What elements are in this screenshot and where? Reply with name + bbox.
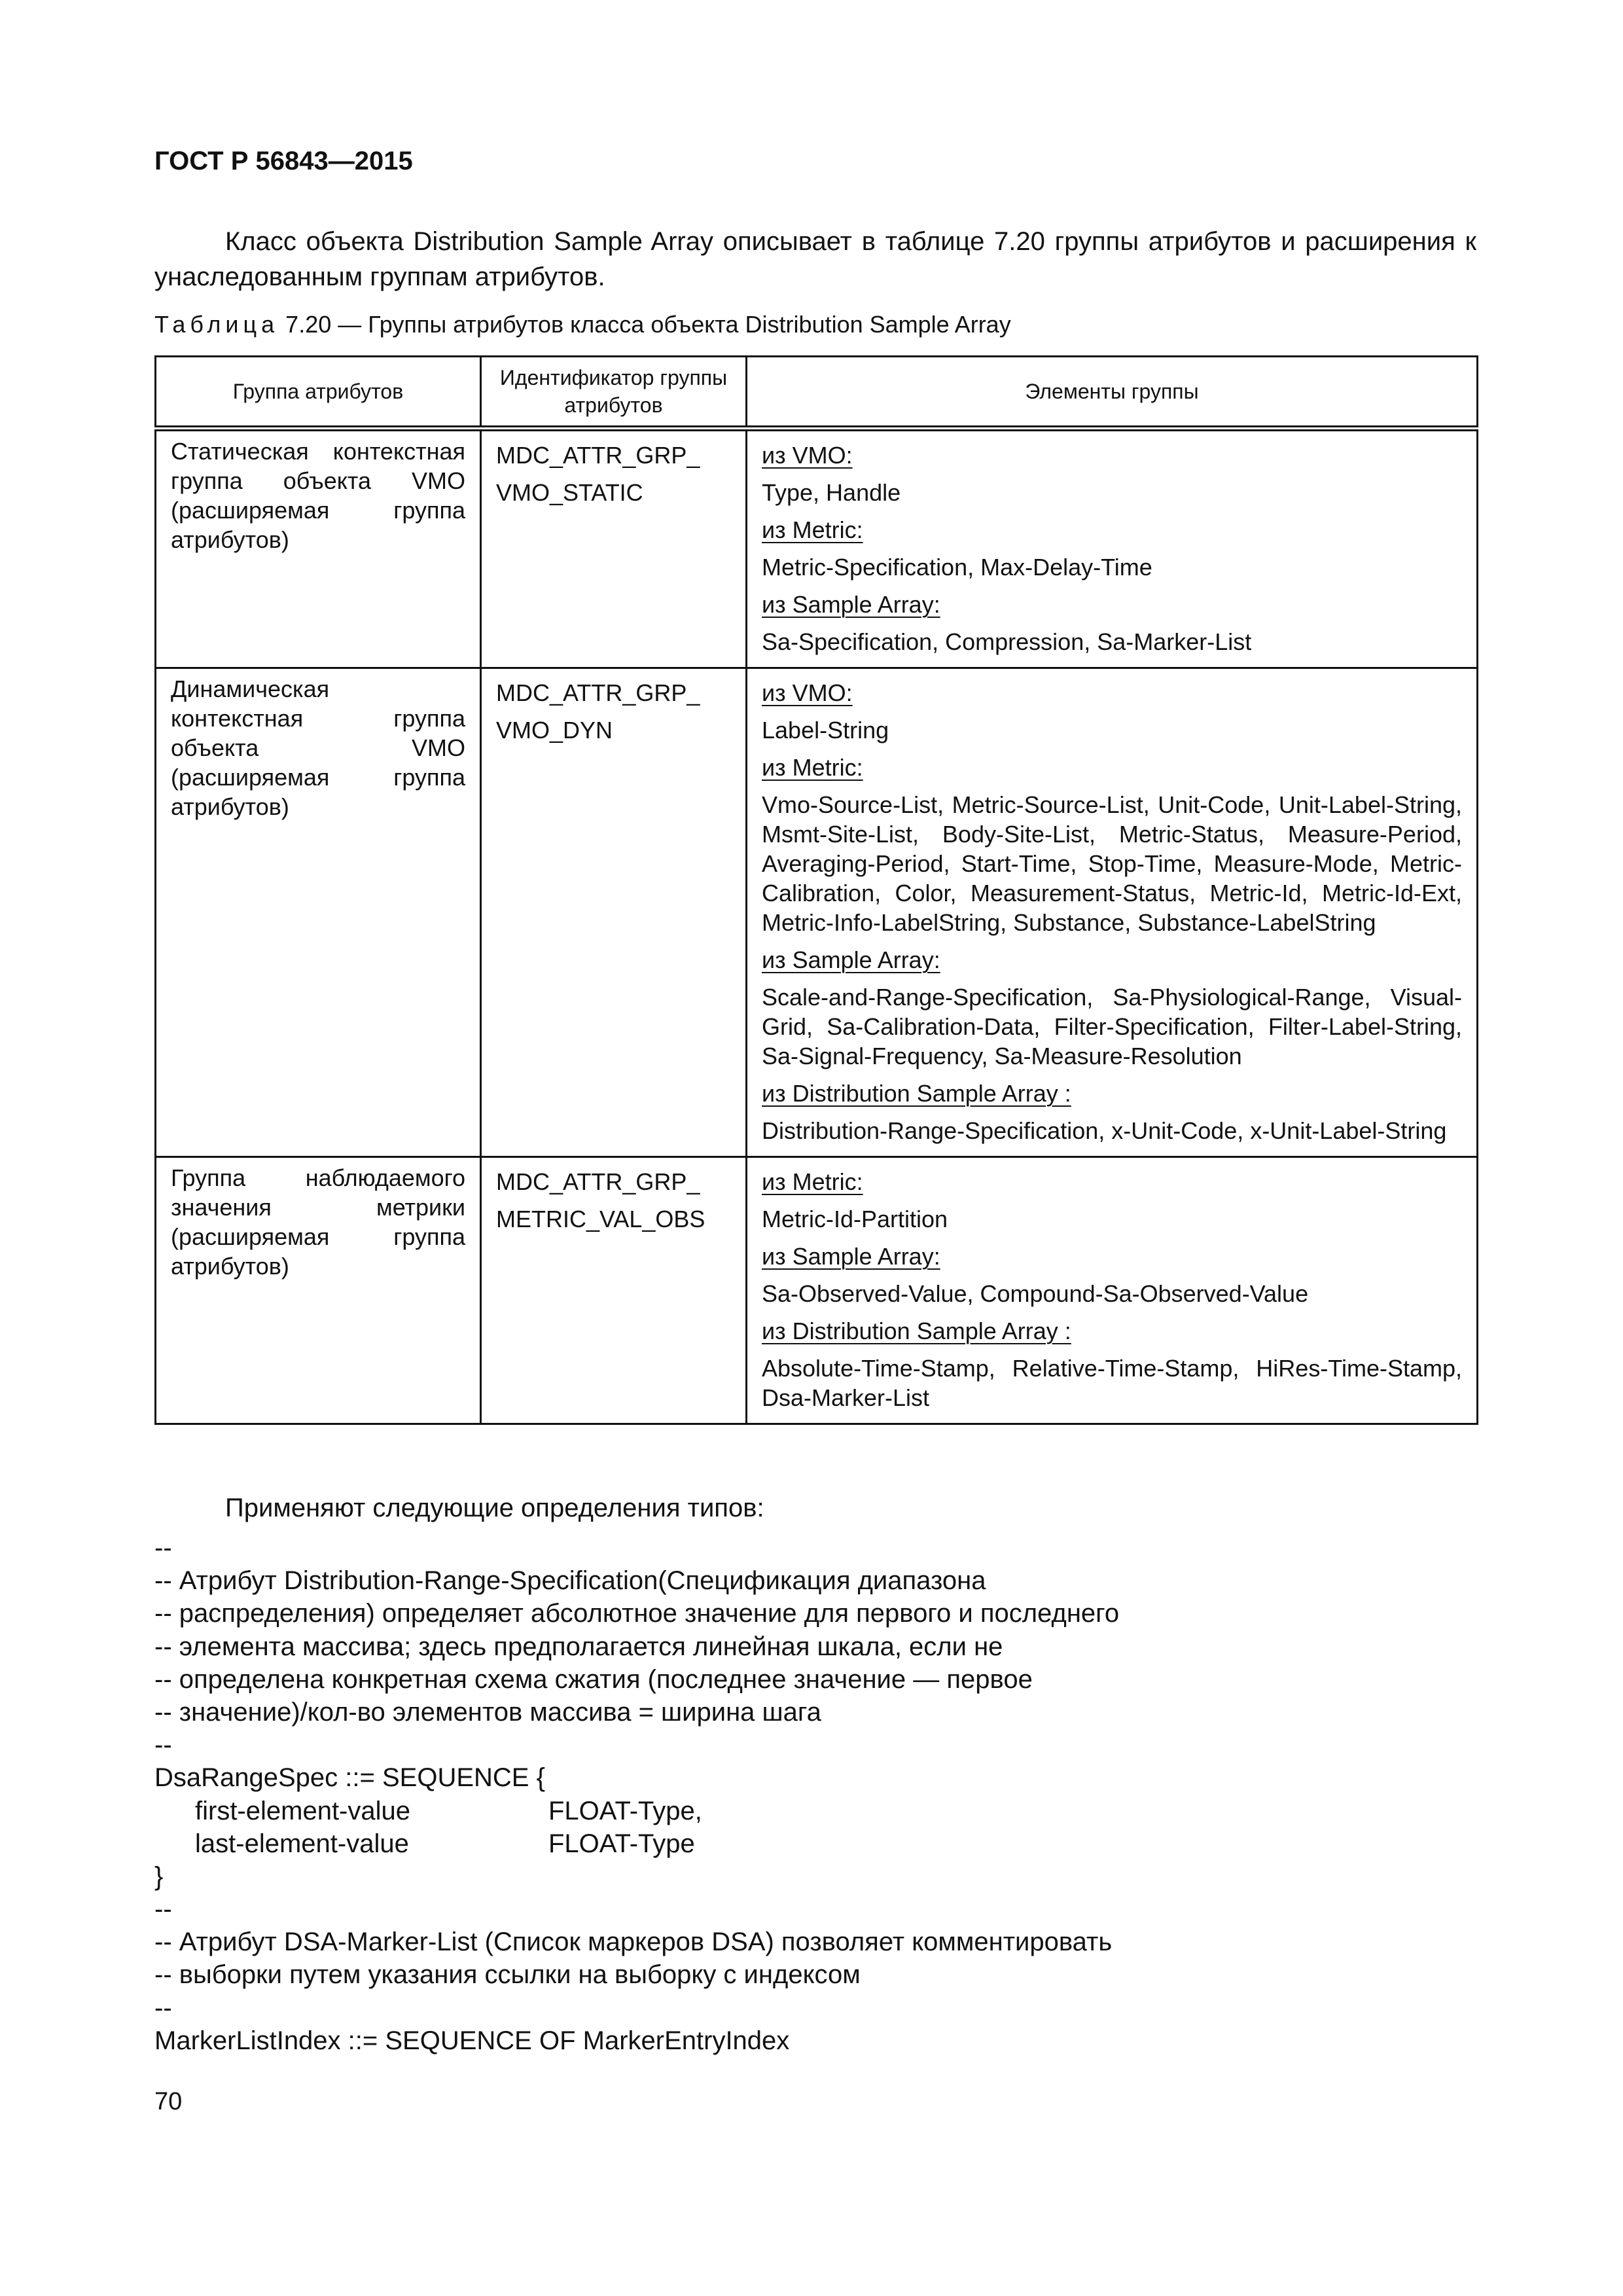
element-source: из Metric: — [762, 754, 863, 781]
element-values: Sa-Specification, Compression, Sa-Marker-List — [762, 628, 1252, 655]
code-line: -- Атрибут Distribution-Range-Specification(Спецификация диапазона — [154, 1566, 986, 1596]
identifier-cell — [481, 429, 747, 668]
table-row — [156, 1157, 1478, 1424]
group-cell: Группа наблюдаемого значения метрики (расширяемая группа атрибутов) — [156, 1157, 481, 1424]
element-source: из Distribution Sample Array : — [762, 1080, 1071, 1107]
identifier-cell — [481, 1157, 747, 1424]
elements-cell — [747, 668, 1478, 1157]
identifier-line: METRIC_VAL_OBS — [496, 1206, 705, 1232]
table-caption — [154, 311, 1011, 338]
identifier-line: MDC_ATTR_GRP_ — [496, 679, 700, 706]
element-values: Sa-Observed-Value, Compound-Sa-Observed-Value — [762, 1280, 1309, 1307]
code-line — [154, 1795, 1463, 1827]
identifier-line: VMO_STATIC — [496, 479, 643, 506]
code-line: -- — [154, 1895, 172, 1924]
element-values: Distribution-Range-Specification, x-Unit-Code, x-Unit-Label-String — [762, 1117, 1447, 1144]
elements-cell — [747, 1157, 1478, 1424]
code-line: -- определена конкретная схема сжатия (последнее значение — первое — [154, 1664, 1033, 1694]
group-cell: Статическая контекстная группа объекта VMO (расширяемая группа атрибутов) — [156, 429, 481, 668]
identifier-line: VMO_DYN — [496, 717, 613, 744]
identifier-line: MDC_ATTR_GRP_ — [496, 442, 700, 469]
attribute-groups-table — [154, 355, 1478, 1425]
field-type: FLOAT-Type, — [548, 1796, 702, 1825]
table-row — [156, 668, 1478, 1157]
code-line: -- — [154, 1534, 172, 1562]
code-line: -- — [154, 1993, 172, 2022]
header-elements: Элементы группы — [747, 357, 1478, 429]
table-caption-text: 7.20 — Группы атрибутов класса объекта Distribution Sample Array — [285, 311, 1011, 338]
header-group: Группа атрибутов — [156, 357, 481, 429]
field-name: last-element-value — [195, 1829, 409, 1858]
element-values: Label-String — [762, 717, 889, 744]
element-source: из Sample Array: — [762, 946, 940, 973]
element-source: из Distribution Sample Array : — [762, 1318, 1071, 1344]
element-values: Metric-Id-Partition — [762, 1206, 948, 1232]
code-line: -- значение)/кол-во элементов массива = ширина шага — [154, 1697, 821, 1727]
page-number: 70 — [154, 2088, 183, 2115]
elements-cell — [747, 429, 1478, 668]
element-values: Absolute-Time-Stamp, Relative-Time-Stamp, HiRes-Time-Stamp, Dsa-Marker-List — [762, 1355, 1462, 1411]
element-values: Scale-and-Range-Specification, Sa-Physiological-Range, Visual-Grid, Sa-Calibration-Data, Filter-Specification, Filter-Label-String, Sa-Signal-Frequency, Sa-Measure-Resolution — [762, 984, 1462, 1069]
definitions-intro: Применяют следующие определения типов: — [225, 1494, 764, 1522]
code-line: -- выборки путем указания ссылки на выборку с индексом — [154, 1960, 861, 1990]
header-identifier: Идентификатор группы атрибутов — [481, 357, 747, 429]
table-header-row — [156, 357, 1478, 429]
table-caption-label: Таблица — [154, 311, 279, 338]
code-line: MarkerListIndex ::= SEQUENCE OF MarkerEntryIndex — [154, 2026, 790, 2055]
field-name: first-element-value — [195, 1796, 411, 1825]
code-line — [154, 1827, 1463, 1860]
element-values: Vmo-Source-List, Metric-Source-List, Unit-Code, Unit-Label-String, Msmt-Site-List, Body-Site-List, Metric-Status, Measure-Period, Averaging-Period, Start-Time, Stop-Time, Measure-Mode, Metric-Calibration, Color, Measurement-Status, Metric-Id, Metric-Id-Ext, Metric-Info-LabelString, Substance, Substance-LabelString — [762, 791, 1462, 936]
element-source: из Sample Array: — [762, 591, 940, 618]
element-source: из VMO: — [762, 442, 853, 469]
code-line: -- элемента массива; здесь предполагается линейная шкала, если не — [154, 1632, 1003, 1661]
asn1-code-block — [154, 1532, 1463, 2057]
element-values: Type, Handle — [762, 479, 901, 506]
element-source: из Metric: — [762, 516, 863, 543]
identifier-cell — [481, 668, 747, 1157]
element-source: из Metric: — [762, 1168, 863, 1195]
table-row — [156, 429, 1478, 668]
code-line: DsaRangeSpec ::= SEQUENCE { — [154, 1763, 545, 1793]
code-line: -- — [154, 1731, 172, 1760]
field-type: FLOAT-Type — [548, 1829, 695, 1858]
document-header: ГОСТ Р 56843—2015 — [154, 147, 413, 175]
element-source: из Sample Array: — [762, 1243, 940, 1270]
code-line: -- распределения) определяет абсолютное значение для первого и последнего — [154, 1599, 1120, 1628]
intro-paragraph: Класс объекта Distribution Sample Array описывает в таблице 7.20 группы атрибутов и расширения к унаследованным группам атрибутов. — [154, 227, 1476, 291]
group-cell: Динамическая контекстная группа объекта VMO (расширяемая группа атрибутов) — [156, 668, 481, 1157]
code-line: -- Атрибут DSA-Marker-List (Список маркеров DSA) позволяет комментировать — [154, 1928, 1113, 1957]
element-values: Metric-Specification, Max-Delay-Time — [762, 554, 1152, 581]
element-source: из VMO: — [762, 679, 853, 706]
code-line: } — [154, 1861, 164, 1891]
identifier-line: MDC_ATTR_GRP_ — [496, 1168, 700, 1195]
